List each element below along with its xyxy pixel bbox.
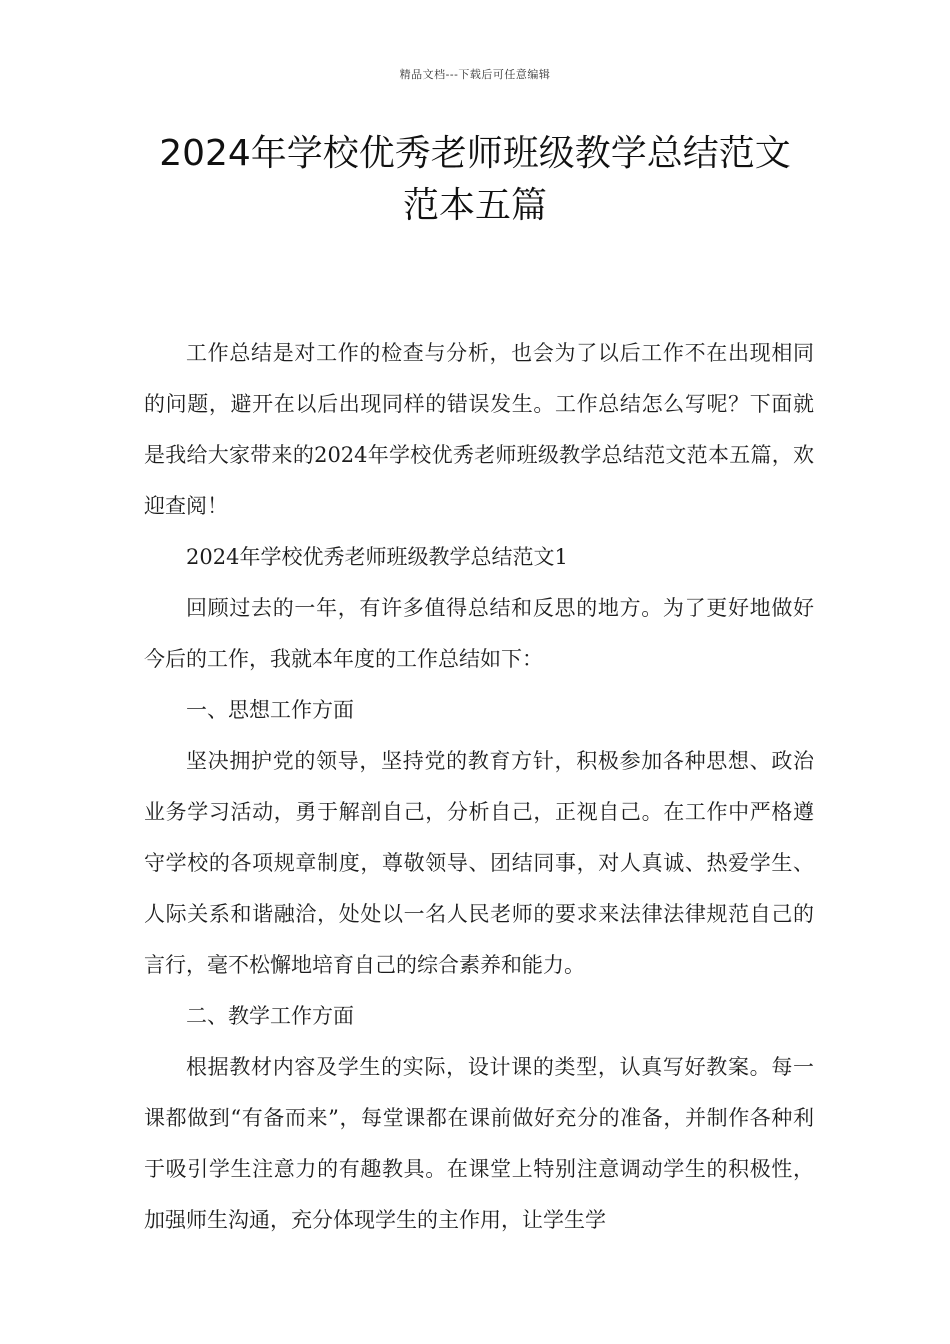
title-line-1: 2024年学校优秀老师班级教学总结范文 [159, 133, 791, 174]
review-paragraph: 回顾过去的一年，有许多值得总结和反思的地方。为了更好地做好今后的工作，我就本年度的工作总结如下： [144, 596, 814, 671]
section2-heading: 二、教学工作方面 [186, 1004, 354, 1028]
title-line-2: 范本五篇 [402, 185, 547, 226]
sample-heading: 2024年学校优秀老师班级教学总结范文1 [186, 545, 568, 569]
intro-paragraph: 工作总结是对工作的检查与分析，也会为了以后工作不在出现相同的问题，避开在以后出现同样的错误发生。工作总结怎么写呢？下面就是我给大家带来的2024年学校优秀老师班级教学总结范文范本五篇，欢迎查阅！ [144, 341, 814, 518]
section1-paragraph: 坚决拥护党的领导，坚持党的教育方针，积极参加各种思想、政治业务学习活动，勇于解剖自己，分析自己，正视自己。在工作中严格遵守学校的各项规章制度，尊敬领导、团结同事，对人真诚、热爱学生、人际关系和谐融洽，处处以一名人民老师的要求来法律法律规范自己的言行，毫不松懈地培育自己的综合素养和能力。 [144, 749, 814, 977]
document-body [144, 328, 814, 1246]
section2-paragraph: 根据教材内容及学生的实际，设计课的类型，认真写好教案。每一课都做到“有备而来”，每堂课都在课前做好充分的准备，并制作各种利于吸引学生注意力的有趣教具。在课堂上特别注意调动学生的积极性，加强师生沟通，充分体现学生的主作用，让学生学 [144, 1055, 814, 1232]
header-note: 精品文档---下载后可任意编辑 [399, 68, 551, 81]
document-title [120, 128, 830, 232]
section1-heading: 一、思想工作方面 [186, 698, 354, 722]
